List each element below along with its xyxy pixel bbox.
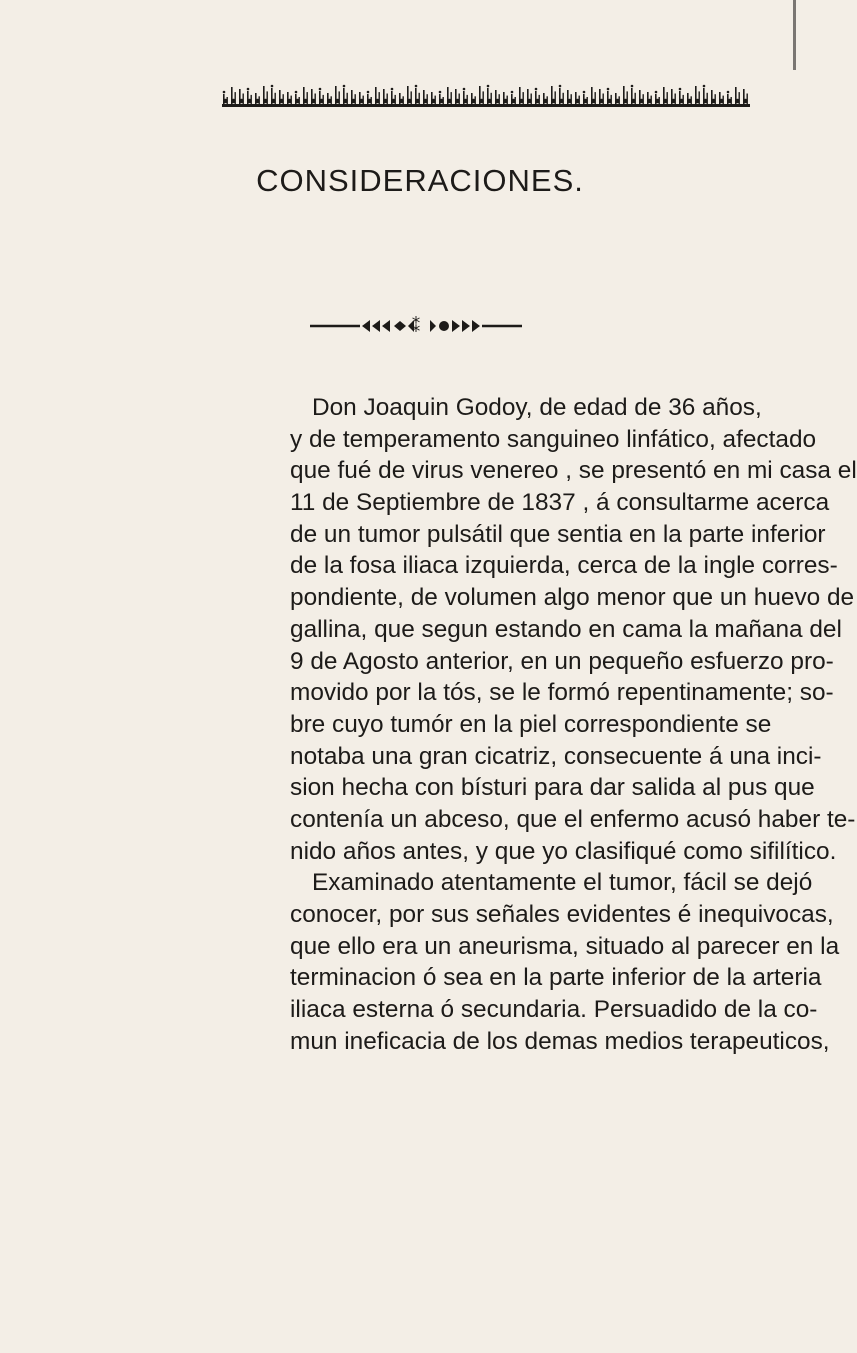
text-line: pondiente, de volumen algo menor que un huevo de bbox=[290, 584, 855, 612]
svg-text:⁑: ⁑ bbox=[411, 317, 421, 337]
text-line: bre cuyo tumór en la piel correspondiente se bbox=[290, 710, 772, 738]
page-edge-mark bbox=[793, 0, 796, 70]
text-line: contenía un abceso, que el enfermo acusó haber te- bbox=[290, 805, 856, 833]
text-line: de la fosa iliaca izquierda, cerca de la ingle corres- bbox=[290, 552, 838, 580]
text-line: y de temperamento sanguineo linfático, afectado bbox=[290, 425, 817, 453]
text-line: 11 de Septiembre de 1837 , á consultarme acerca bbox=[290, 489, 830, 517]
text-line: Examinado atentamente el tumor, fácil se dejó bbox=[312, 869, 813, 897]
text-line: que fué de virus venereo , se presentó en mi casa el bbox=[290, 457, 857, 485]
text-line: nido años antes, y que yo clasifiqué como sifilítico. bbox=[290, 837, 837, 865]
text-line: de un tumor pulsátil que sentia en la parte inferior bbox=[290, 520, 826, 548]
text-line: movido por la tós, se le formó repentinamente; so- bbox=[290, 679, 834, 707]
body-paragraph bbox=[290, 392, 857, 1057]
text-line: gallina, que segun estando en cama la mañana del bbox=[290, 615, 842, 643]
text-line: notaba una gran cicatriz, consecuente á una inci- bbox=[290, 742, 822, 770]
text-line: terminacion ó sea en la parte inferior de la arteria bbox=[290, 964, 822, 992]
chapter-title: CONSIDERACIONES. bbox=[256, 163, 584, 198]
decorative-header-band bbox=[222, 82, 750, 110]
text-line: iliaca esterna ó secundaria. Persuadido de la co- bbox=[290, 996, 818, 1024]
text-line: que ello era un aneurisma, situado al parecer en la bbox=[290, 932, 840, 960]
text-line: 9 de Agosto anterior, en un pequeño esfuerzo pro- bbox=[290, 647, 834, 675]
text-line: Don Joaquin Godoy, de edad de 36 años, bbox=[312, 394, 762, 421]
text-line: mun ineficacia de los demas medios terapeuticos, bbox=[290, 1027, 830, 1055]
text-line: sion hecha con bísturi para dar salida al pus que bbox=[290, 774, 815, 802]
text-line: conocer, por sus señales evidentes é inequivocas, bbox=[290, 901, 834, 928]
ornamental-divider bbox=[308, 315, 524, 337]
